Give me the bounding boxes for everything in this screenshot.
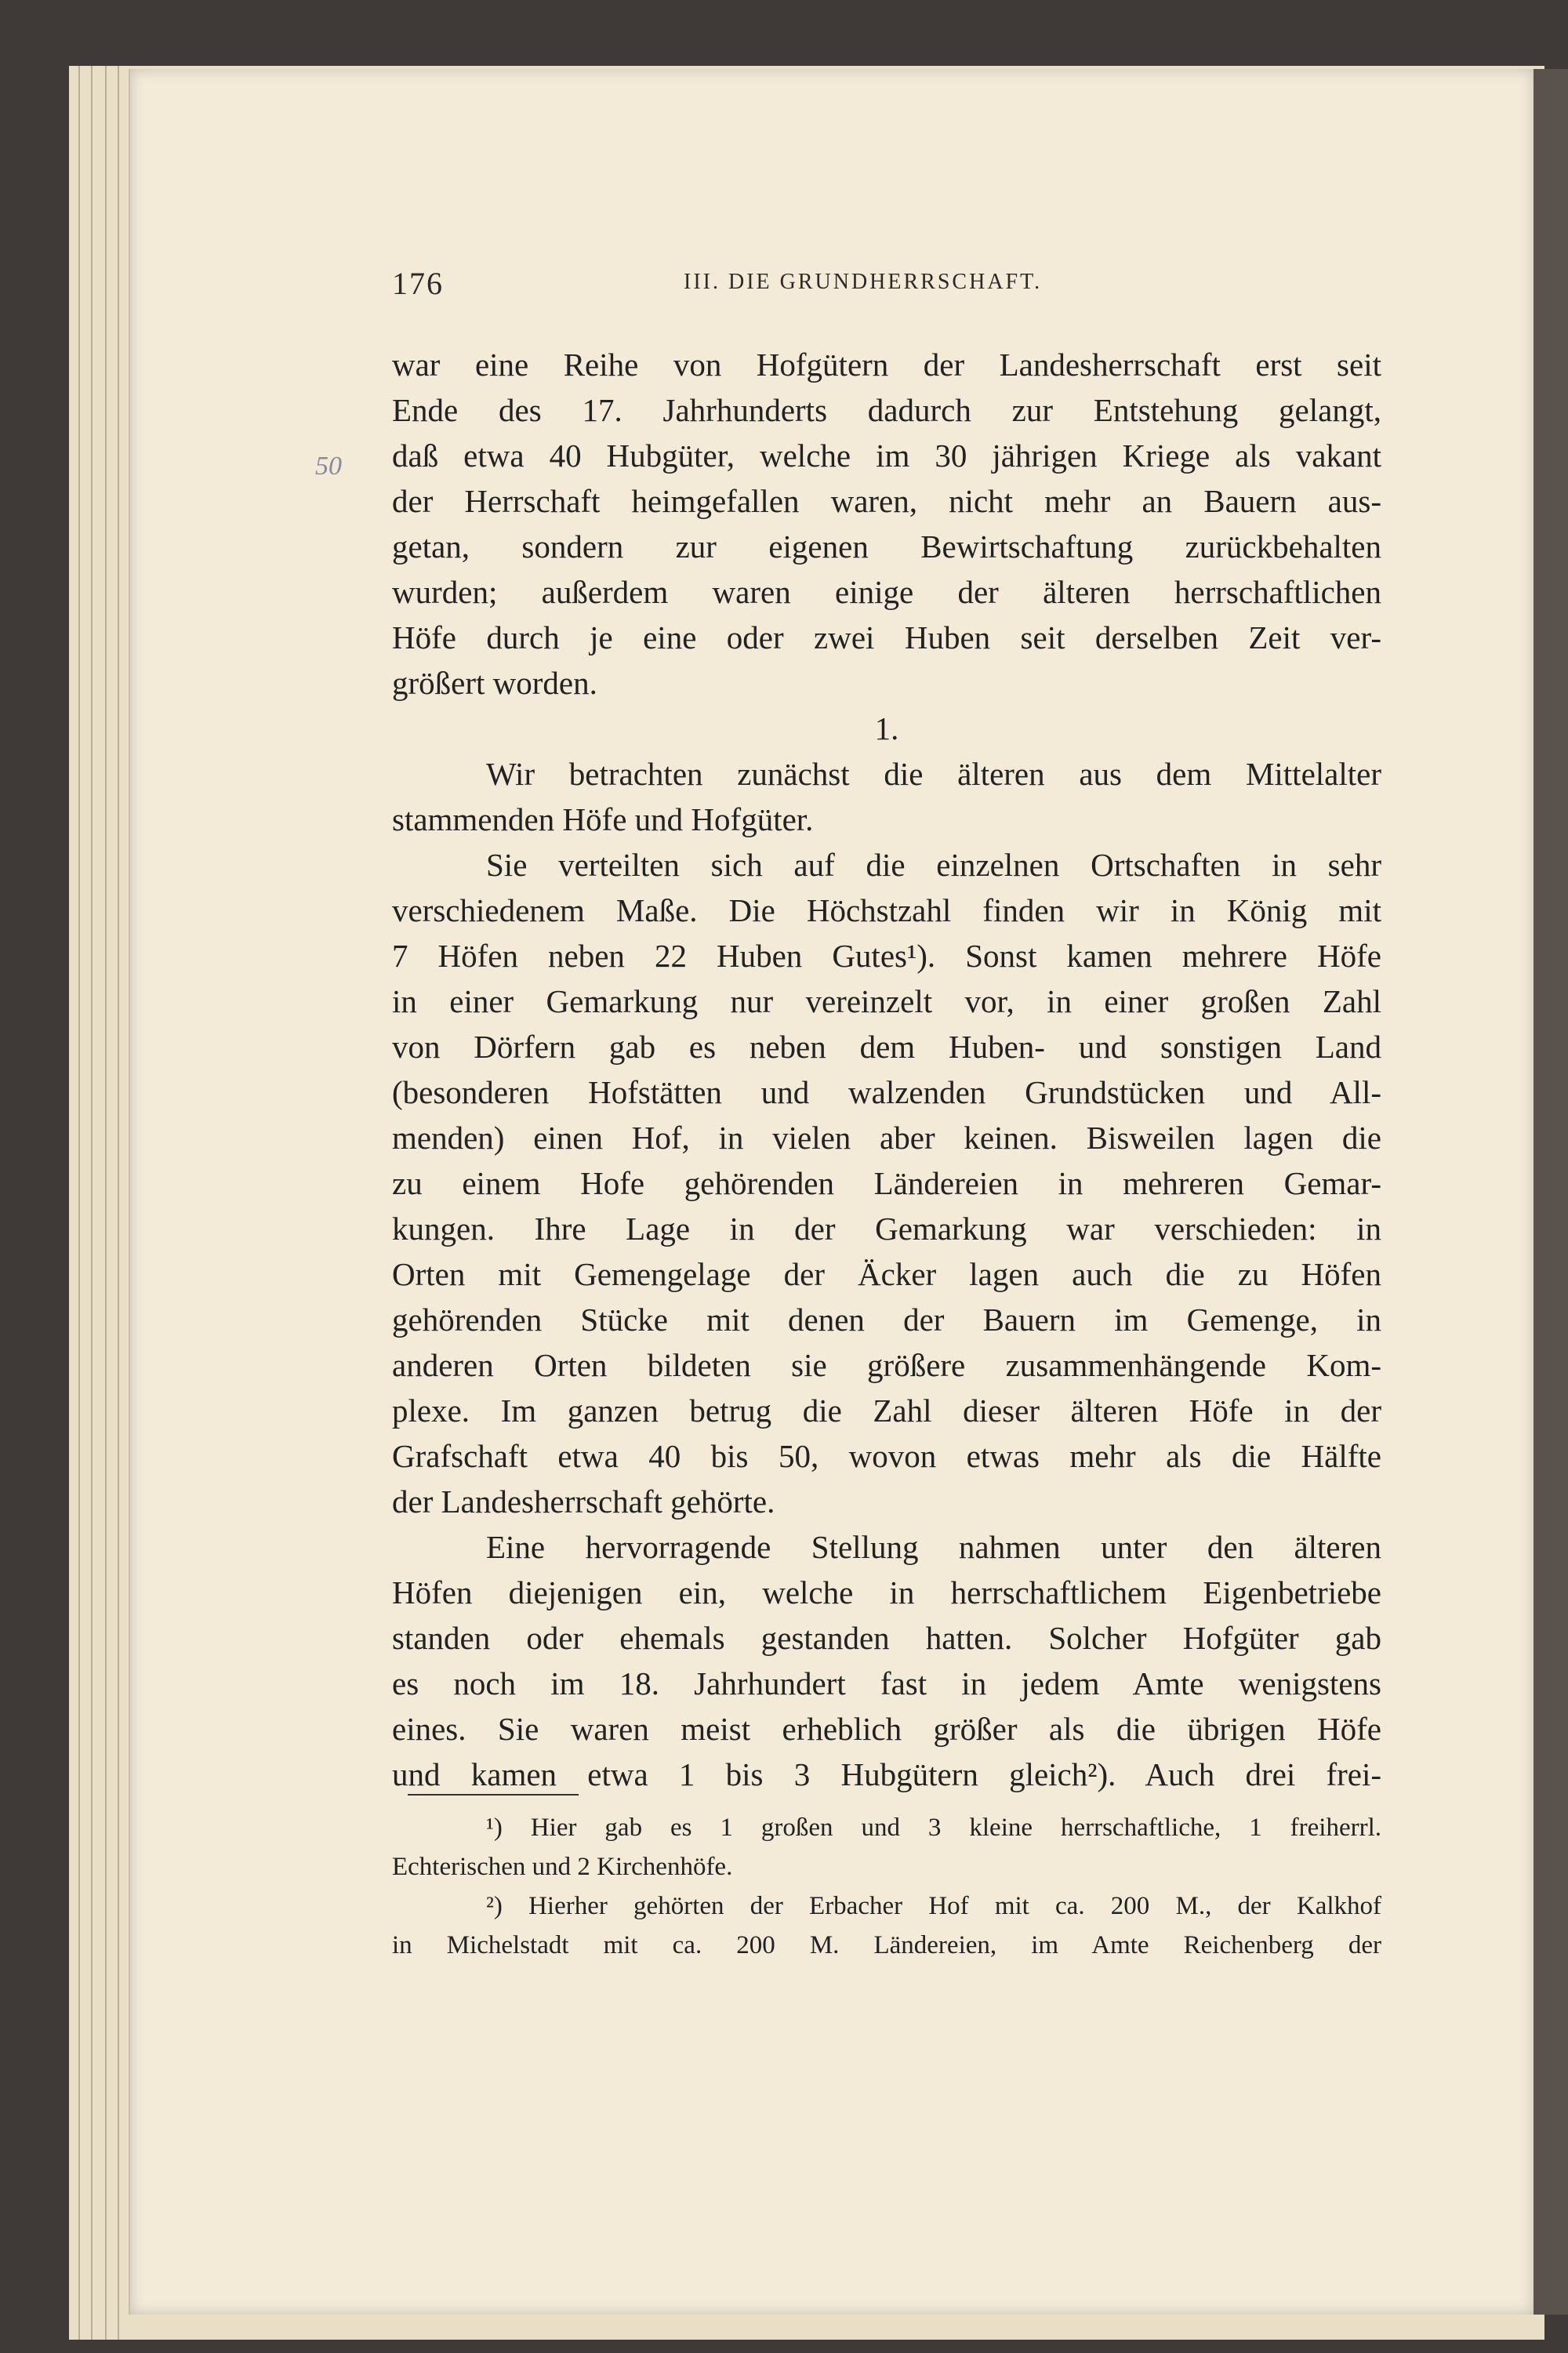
text-line: getan, sondern zur eigenen Bewirtschaftung zurückbehalten xyxy=(392,528,1381,565)
footnote-rule xyxy=(408,1794,579,1796)
text-line: kungen. Ihre Lage in der Gemarkung war verschieden: in xyxy=(392,1211,1381,1247)
text-line: plexe. Im ganzen betrug die Zahl dieser älteren Höfe in der xyxy=(392,1393,1381,1429)
page-number: 176 xyxy=(392,266,444,301)
text-line: wurden; außerdem waren einige der älteren herrschaftlichen xyxy=(392,574,1381,610)
text-line: standen oder ehemals gestanden hatten. Solcher Hofgüter gab xyxy=(392,1620,1381,1656)
footnote-line: ²) Hierher gehörten der Erbacher Hof mit ca. 200 M., der Kalkhof xyxy=(486,1892,1381,1920)
text-line: 1. xyxy=(874,710,899,746)
running-title: III. DIE GRUNDHERRSCHAFT. xyxy=(684,270,1043,294)
text-line: Sie verteilten sich auf die einzelnen Ortschaften in sehr xyxy=(486,847,1381,883)
text-line: Ende des 17. Jahrhunderts dadurch zur Entstehung gelangt, xyxy=(392,392,1381,428)
text-line: anderen Orten bildeten sie größere zusammenhängende Kom- xyxy=(392,1347,1381,1383)
text-line: der Landesherrschaft gehörte. xyxy=(392,1483,775,1520)
text-line: 7 Höfen neben 22 Huben Gutes¹). Sonst kamen mehrere Höfe xyxy=(392,938,1381,974)
text-line: daß etwa 40 Hubgüter, welche im 30 jährigen Kriege als vakant xyxy=(392,438,1381,474)
text-line: zu einem Hofe gehörenden Ländereien in mehreren Gemar- xyxy=(392,1165,1381,1201)
page-edge xyxy=(78,66,80,2340)
text-line: und kamen etwa 1 bis 3 Hubgütern gleich²). Auch drei frei- xyxy=(392,1756,1381,1792)
text-line: Wir betrachten zunächst die älteren aus dem Mittelalter xyxy=(486,756,1381,792)
text-line: menden) einen Hof, in vielen aber keinen. Bisweilen lagen die xyxy=(392,1120,1381,1156)
text-line: (besonderen Hofstätten und walzenden Grundstücken und All- xyxy=(392,1074,1381,1110)
text-line: eines. Sie waren meist erheblich größer als die übrigen Höfe xyxy=(392,1711,1381,1747)
text-line: gehörenden Stücke mit denen der Bauern im Gemenge, in xyxy=(392,1302,1381,1338)
text-line: Höfe durch je eine oder zwei Huben seit derselben Zeit ver- xyxy=(392,619,1381,655)
text-line: größert worden. xyxy=(392,665,597,701)
footnote-line: Echterischen und 2 Kirchenhöfe. xyxy=(392,1853,733,1881)
text-line: es noch im 18. Jahrhundert fast in jedem Amte wenigstens xyxy=(392,1665,1381,1701)
margin-annotation: 50 xyxy=(315,452,342,481)
text-line: in einer Gemarkung nur vereinzelt vor, in einer großen Zahl xyxy=(392,983,1381,1019)
page-header xyxy=(392,265,1380,312)
book-binding-strip xyxy=(1534,69,1568,2315)
footnote-line: in Michelstadt mit ca. 200 M. Ländereien, im Amte Reichenberg der xyxy=(392,1931,1381,1959)
text-line: von Dörfern gab es neben dem Huben- und sonstigen Land xyxy=(392,1029,1381,1065)
text-line: war eine Reihe von Hofgütern der Landesherrschaft erst seit xyxy=(392,347,1381,383)
footnote-line: ¹) Hier gab es 1 großen und 3 kleine herrschaftliche, 1 freiherrl. xyxy=(486,1814,1381,1842)
text-line: stammenden Höfe und Hofgüter. xyxy=(392,801,814,837)
page-edge xyxy=(91,66,93,2340)
text-line: der Herrschaft heimgefallen waren, nicht mehr an Bauern aus- xyxy=(392,483,1381,519)
text-line: Eine hervorragende Stellung nahmen unter den älteren xyxy=(486,1529,1381,1565)
page-edge xyxy=(118,66,119,2340)
text-line: Höfen diejenigen ein, welche in herrschaftlichem Eigenbetriebe xyxy=(392,1574,1381,1610)
page-edge xyxy=(105,66,107,2340)
text-line: verschiedenem Maße. Die Höchstzahl finden wir in König mit xyxy=(392,892,1381,928)
text-line: Orten mit Gemengelage der Äcker lagen auch die zu Höfen xyxy=(392,1256,1381,1292)
text-line: Grafschaft etwa 40 bis 50, wovon etwas mehr als die Hälfte xyxy=(392,1438,1381,1474)
